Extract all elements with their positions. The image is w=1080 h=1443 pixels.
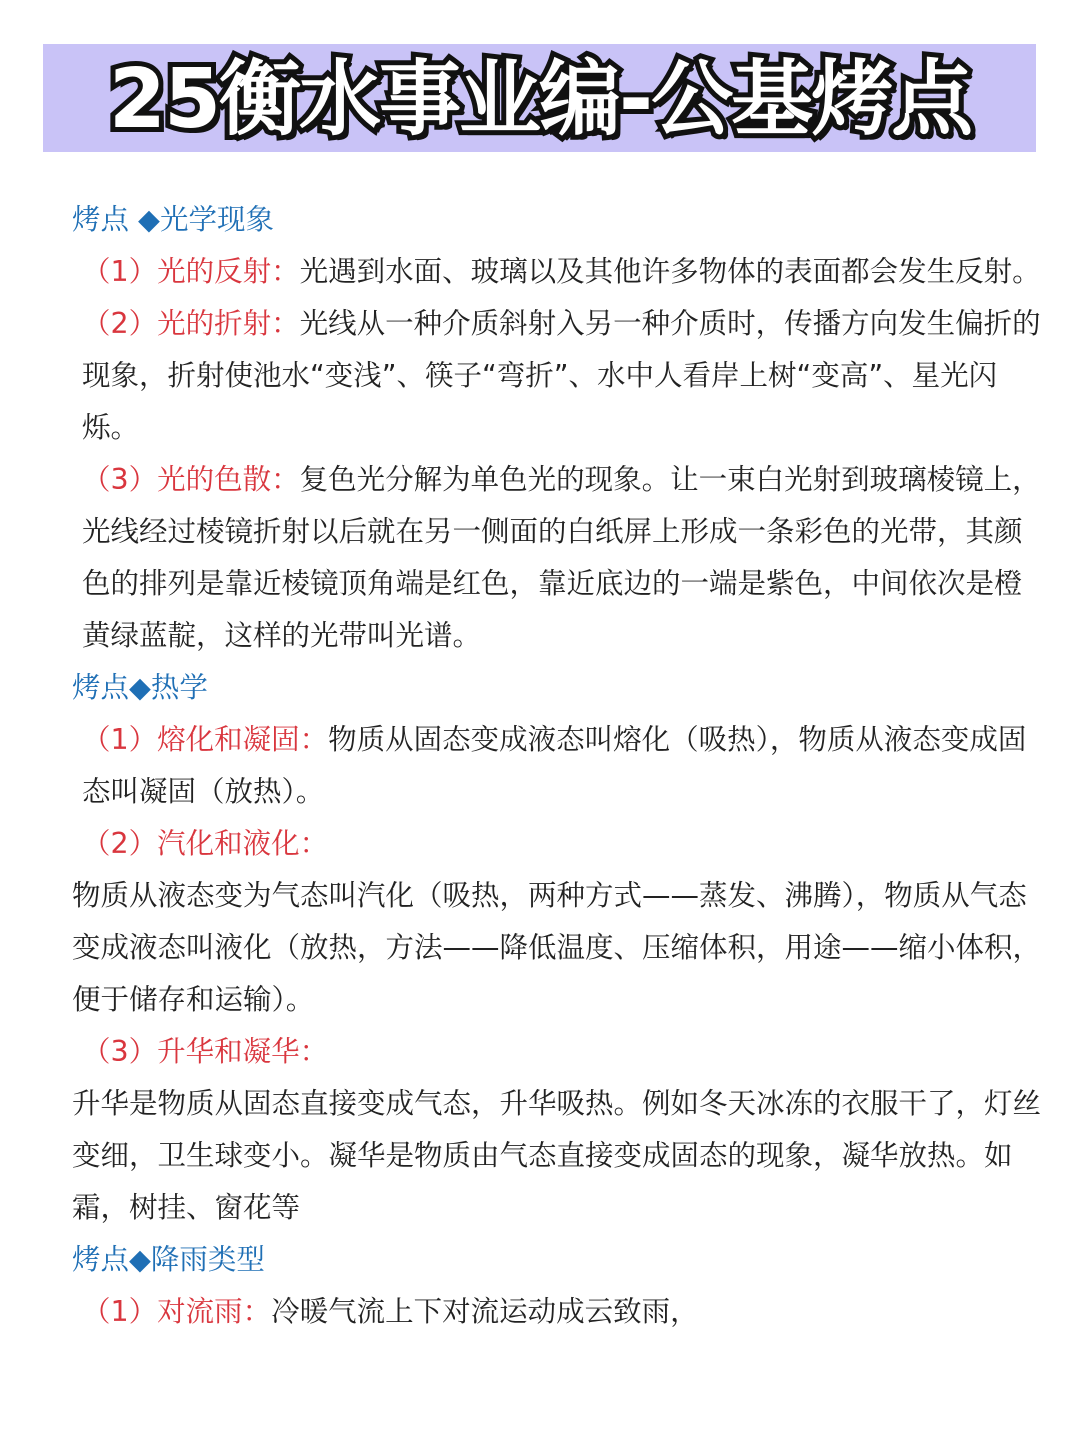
section-heading-thermal: 烤点◆热学 [72,671,208,704]
item-text: 物质从液态变为气态叫汽化（吸热，两种方式——蒸发、沸腾），物质从气态变成液态叫液化（放热，方法——降低温度、压缩体积，用途——缩小体积，便于储存和运输）。 [72,879,1042,1016]
list-item [72,714,1042,818]
item-label: （2）汽化和液化： [82,827,329,860]
list-item [72,454,1042,662]
list-item [72,1286,1042,1338]
section-heading-optics: 烤点 ◆光学现象 [72,203,274,236]
page-title: 25衡水事业编-公基烤点 [108,52,972,147]
item-label: （1）熔化和凝固： [82,723,329,756]
item-text: 升华是物质从固态直接变成气态，升华吸热。例如冬天冰冻的衣服干了，灯丝变细，卫生球变小。凝华是物质由气态直接变成固态的现象，凝华放热。如霜，树挂、窗花等 [72,1087,1042,1224]
item-text: 光线从一种介质斜射入另一种介质时，传播方向发生偏折的现象，折射使池水“变浅”、筷子“弯折”、水中人看岸上树“变高”、星光闪烁。 [82,307,1041,444]
item-label: （1）光的反射： [82,255,300,288]
list-item [72,298,1042,454]
item-label: （3）升华和凝华： [82,1035,329,1068]
item-text: 冷暖气流上下对流运动成云致雨， [271,1295,699,1328]
item-text: 复色光分解为单色光的现象。让一束白光射到玻璃棱镜上，光线经过棱镜折射以后就在另一侧面的白纸屏上形成一条彩色的光带，其颜色的排列是靠近棱镜顶角端是红色，靠近底边的一端是紫色，中间依次是橙黄绿蓝靛，这样的光带叫光谱。 [82,463,1041,652]
item-label: （2）光的折射： [82,307,300,340]
item-label: （1）对流雨： [82,1295,272,1328]
list-item [72,246,1042,298]
section-heading-rainfall: 烤点◆降雨类型 [72,1243,265,1276]
item-text: 光遇到水面、玻璃以及其他许多物体的表面都会发生反射。 [299,255,1041,288]
item-label: （3）光的色散： [82,463,300,496]
article-body [72,194,1042,1338]
item-text: 物质从固态变成液态叫熔化（吸热），物质从液态变成固态叫凝固（放热）。 [82,723,1027,808]
